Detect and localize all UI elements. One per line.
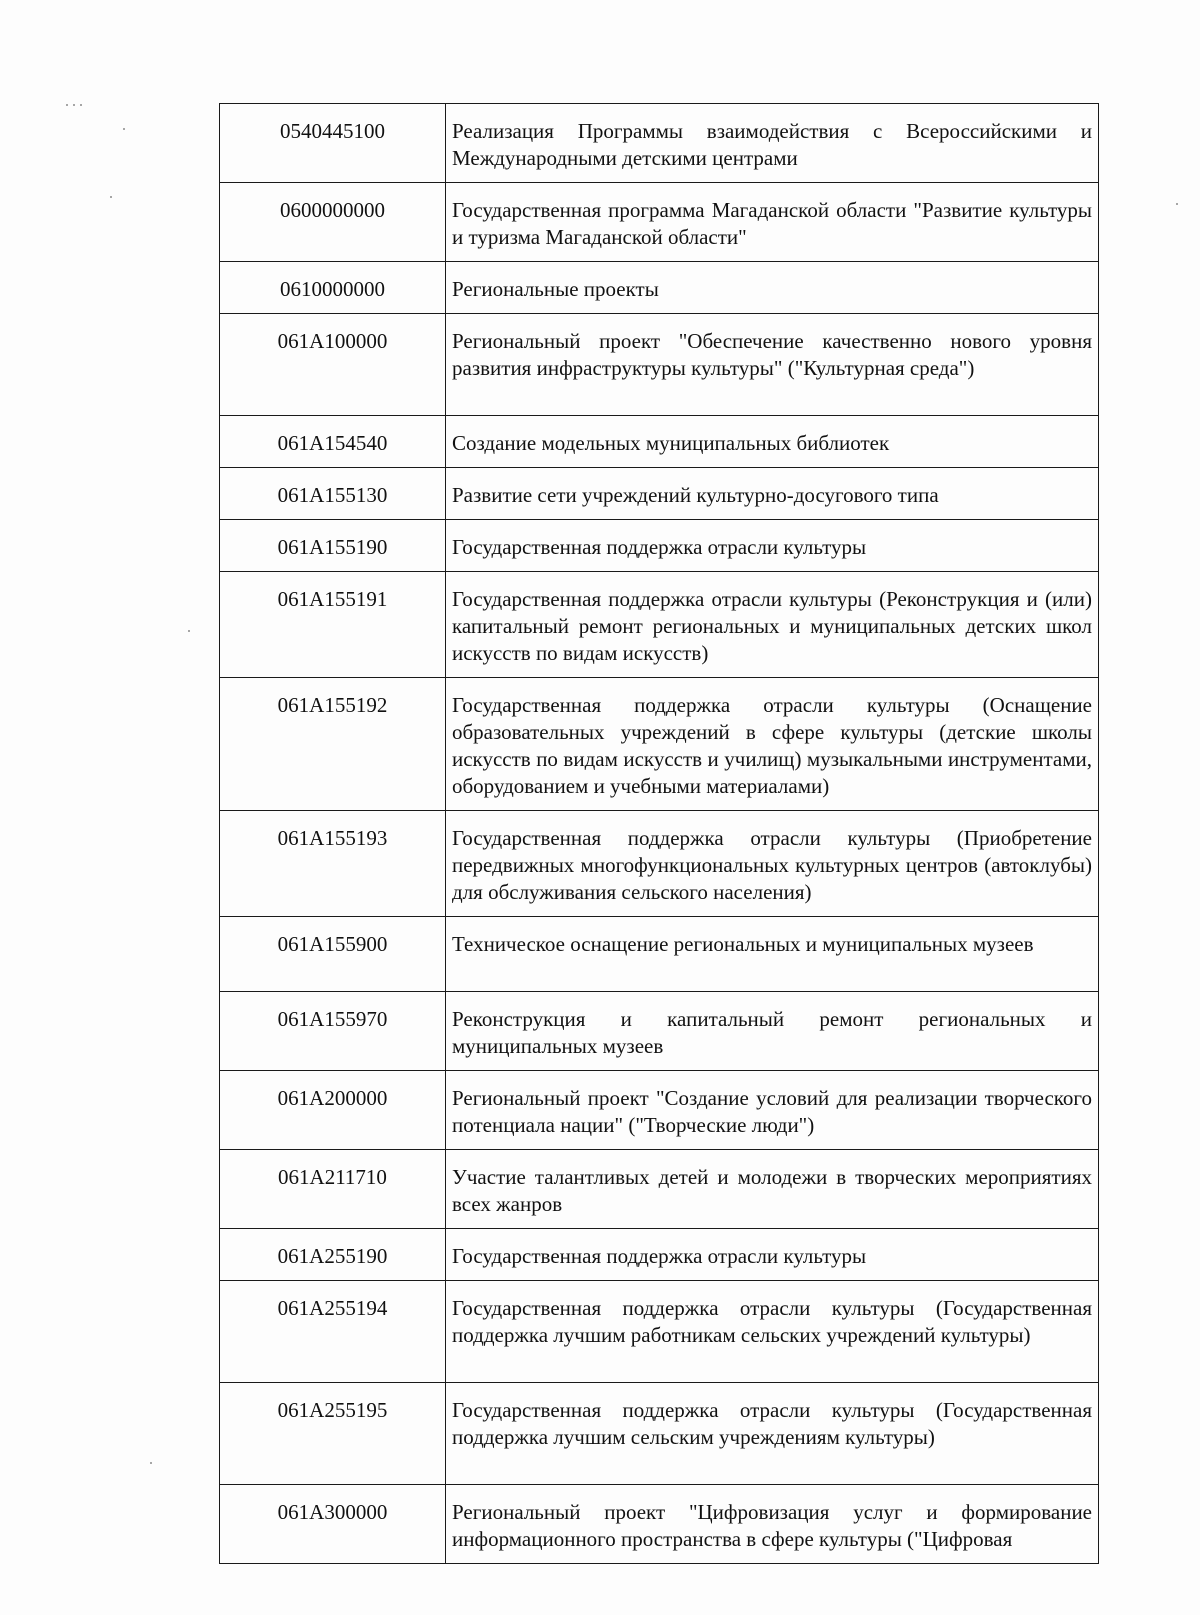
table-row <box>220 104 1099 183</box>
row-code: 061A155190 <box>220 520 446 572</box>
row-name: Реконструкция и капитальный ремонт региональных и муниципальных музеев <box>446 992 1099 1071</box>
row-name: Участие талантливых детей и молодежи в творческих мероприятиях всех жанров <box>446 1150 1099 1229</box>
table-row <box>220 917 1099 992</box>
table-row <box>220 314 1099 416</box>
table-row <box>220 1281 1099 1383</box>
table-row <box>220 1383 1099 1485</box>
row-name: Региональный проект "Создание условий для реализации творческого потенциала нации" ("Творческие люди") <box>446 1071 1099 1150</box>
scan-speck <box>110 196 112 198</box>
budget-code-table <box>219 103 1099 1564</box>
table-row <box>220 416 1099 468</box>
scan-speck <box>150 1462 152 1464</box>
table-row <box>220 1071 1099 1150</box>
table-row <box>220 468 1099 520</box>
row-name: Реализация Программы взаимодействия с Всероссийскими и Международными детскими центрами <box>446 104 1099 183</box>
row-code: 0610000000 <box>220 262 446 314</box>
row-name: Государственная поддержка отрасли культуры (Государственная поддержка лучшим сельским учреждениям культуры) <box>446 1383 1099 1485</box>
row-code: 061A200000 <box>220 1071 446 1150</box>
row-name: Региональные проекты <box>446 262 1099 314</box>
row-code: 061A300000 <box>220 1485 446 1564</box>
table-row <box>220 1485 1099 1564</box>
table-row <box>220 1150 1099 1229</box>
row-code: 061A255190 <box>220 1229 446 1281</box>
row-code: 061A155192 <box>220 678 446 811</box>
table-row <box>220 520 1099 572</box>
table-row <box>220 183 1099 262</box>
row-name: Государственная поддержка отрасли культуры (Реконструкция и (или) капитальный ремонт региональных и муниципальных детских школ искусств по видам искусств) <box>446 572 1099 678</box>
row-code: 061A255195 <box>220 1383 446 1485</box>
row-code: 061A155970 <box>220 992 446 1071</box>
row-code: 061A154540 <box>220 416 446 468</box>
row-code: 061A100000 <box>220 314 446 416</box>
row-name: Региональный проект "Цифровизация услуг и формирование информационного пространства в сфере культуры ("Цифровая <box>446 1485 1099 1564</box>
scan-speck <box>80 104 82 106</box>
row-name: Государственная поддержка отрасли культуры (Приобретение передвижных многофункциональных культурных центров (автоклубы) для обслуживания сельского населения) <box>446 811 1099 917</box>
table-row <box>220 572 1099 678</box>
row-name: Государственная поддержка отрасли культуры (Оснащение образовательных учреждений в сфере культуры (детские школы искусств по видам искусств и училищ) музыкальными инструментами, оборудованием и учебными материалами) <box>446 678 1099 811</box>
row-code: 061A155900 <box>220 917 446 992</box>
row-code: 061A155130 <box>220 468 446 520</box>
table-row <box>220 262 1099 314</box>
row-name: Создание модельных муниципальных библиотек <box>446 416 1099 468</box>
table-row <box>220 811 1099 917</box>
row-name: Региональный проект "Обеспечение качественно нового уровня развития инфраструктуры культуры" ("Культурная среда") <box>446 314 1099 416</box>
row-code: 0540445100 <box>220 104 446 183</box>
row-code: 0600000000 <box>220 183 446 262</box>
scan-speck <box>123 128 125 130</box>
row-name: Государственная поддержка отрасли культуры (Государственная поддержка лучшим работникам сельских учреждений культуры) <box>446 1281 1099 1383</box>
scan-speck <box>73 104 75 106</box>
row-name: Государственная поддержка отрасли культуры <box>446 1229 1099 1281</box>
row-code: 061A155191 <box>220 572 446 678</box>
scan-speck <box>66 104 68 106</box>
row-code: 061A211710 <box>220 1150 446 1229</box>
table-row <box>220 992 1099 1071</box>
row-name: Государственная программа Магаданской области "Развитие культуры и туризма Магаданской области" <box>446 183 1099 262</box>
table-row <box>220 1229 1099 1281</box>
row-name: Техническое оснащение региональных и муниципальных музеев <box>446 917 1099 992</box>
row-name: Государственная поддержка отрасли культуры <box>446 520 1099 572</box>
scan-speck <box>188 630 190 632</box>
table-row <box>220 678 1099 811</box>
row-code: 061A155193 <box>220 811 446 917</box>
row-code: 061A255194 <box>220 1281 446 1383</box>
row-name: Развитие сети учреждений культурно-досугового типа <box>446 468 1099 520</box>
scan-speck <box>1176 203 1178 205</box>
